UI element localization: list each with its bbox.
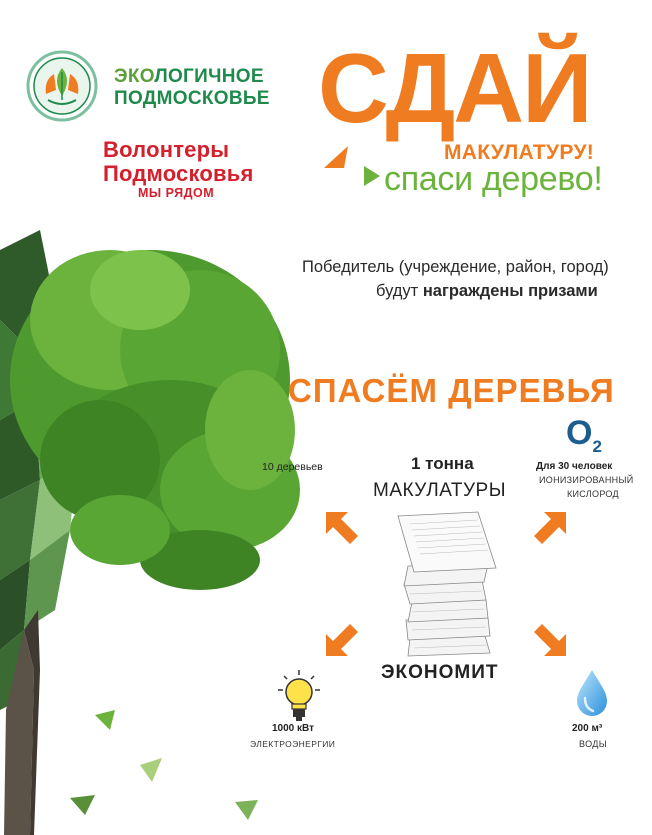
energy-line1: 1000 кВт xyxy=(272,723,315,734)
oxygen-line2: ИОНИЗИРОВАННЫЙ xyxy=(539,475,634,485)
green-triangle-decoration xyxy=(362,164,382,188)
paper-stack-icon xyxy=(390,508,505,658)
energy-line2: ЭЛЕКТРОЭНЕРГИИ xyxy=(250,739,336,749)
o2-symbol xyxy=(566,414,602,457)
center-line1: 1 тонна xyxy=(411,454,474,473)
eco-logo-line1: ЛОГИЧНОЕ xyxy=(154,66,264,87)
arrow-icon xyxy=(530,620,570,660)
winner-line2-prefix: будут xyxy=(376,282,423,300)
water-line1: 200 м³ xyxy=(572,723,603,734)
infographic-title: СПАСЁМ ДЕРЕВЬЯ xyxy=(288,372,615,409)
o2-subscript: 2 xyxy=(592,436,602,456)
water-line2: ВОДЫ xyxy=(579,739,608,749)
volunteers-line1: Волонтеры xyxy=(103,137,230,162)
winner-line1: Победитель (учреждение, район, город) xyxy=(302,258,609,276)
winner-line2 xyxy=(376,282,598,301)
saves-label: ЭКОНОМИТ xyxy=(381,662,499,683)
arrow-icon xyxy=(322,508,362,548)
volunteers-logo-text xyxy=(103,138,254,186)
o2-letter: O xyxy=(566,414,593,452)
trees-count: 10 деревьев xyxy=(262,461,323,473)
oxygen-line3: КИСЛОРОД xyxy=(567,489,619,499)
eco-logo-hands-leaf-icon xyxy=(26,50,98,122)
eco-logo-text xyxy=(114,66,270,110)
headline-sub: МАКУЛАТУРУ! xyxy=(444,141,595,164)
arrow-icon xyxy=(530,508,570,548)
orange-triangle-decoration xyxy=(322,140,350,170)
winner-line2-bold: награждены призами xyxy=(422,282,598,300)
light-bulb-icon xyxy=(276,668,322,724)
eco-logo-line1-prefix: ЭКО xyxy=(114,66,155,87)
eco-logo-line2: ПОДМОСКОВЬЕ xyxy=(114,88,270,109)
volunteers-line2: Подмосковья xyxy=(103,161,254,186)
water-drop-icon xyxy=(574,668,610,718)
oxygen-line1: Для 30 человек xyxy=(536,461,613,472)
volunteers-subtitle: МЫ РЯДОМ xyxy=(138,186,215,200)
headline-main: СДАЙ xyxy=(318,33,591,143)
headline-tagline: спаси дерево! xyxy=(384,160,603,198)
arrow-icon xyxy=(322,620,362,660)
center-line2: МАКУЛАТУРЫ xyxy=(373,480,507,501)
